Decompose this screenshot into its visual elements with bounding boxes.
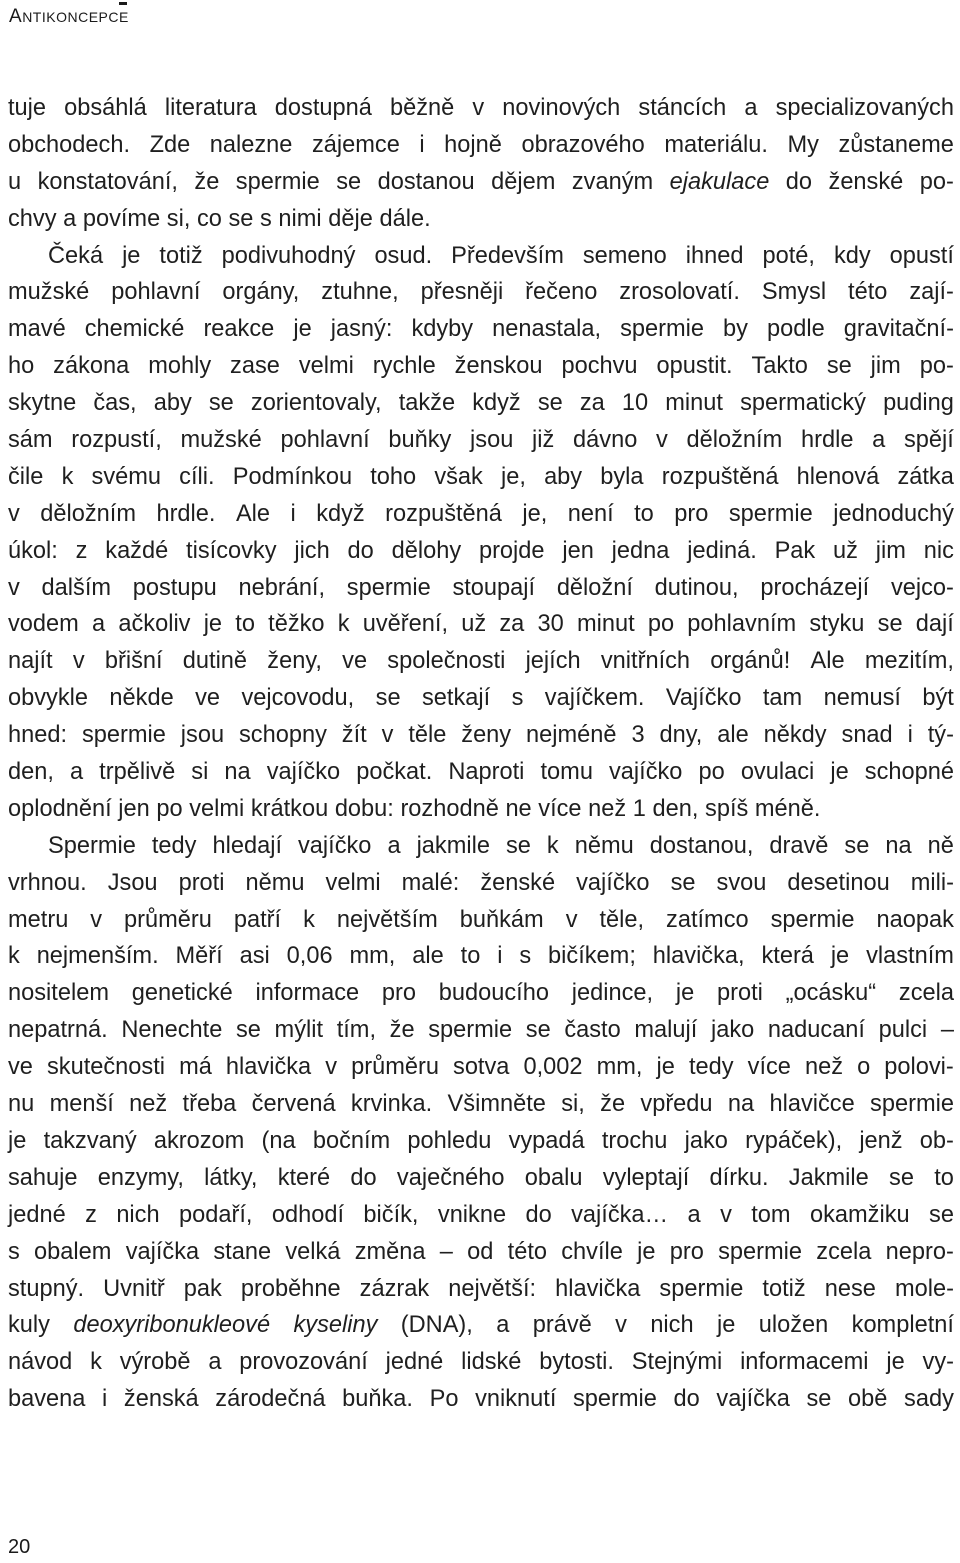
- text-line: hned: spermie jsou schopny žít v těle ženy nejméně 3 dny, ale někdy snad i tý-: [8, 722, 954, 749]
- text-line: sám rozpustí, mužské pohlavní buňky jsou již dávno v děložním hrdle a spějí: [8, 427, 954, 454]
- text-line: s obalem vajíčka stane velká změna – od této chvíle je pro spermie zcela nepro-: [8, 1238, 954, 1265]
- text-line: obchodech. Zde nalezne zájemce i hojně obrazového materiálu. My zůstaneme: [8, 131, 954, 158]
- body-text: [8, 90, 954, 1418]
- text-line: ve skutečnosti má hlavička v průměru sotva 0,002 mm, je tedy více než o polovi-: [8, 1054, 954, 1081]
- text-line: Spermie tedy hledají vajíčko a jakmile se k němu dostanou, dravě se na ně: [48, 832, 954, 859]
- text-line: Čeká je totiž podivuhodný osud. Především semeno ihned poté, kdy opustí: [48, 242, 954, 269]
- text-line: v dalším postupu nebrání, spermie stoupají děložní dutinou, procházejí vejco-: [8, 574, 954, 601]
- text-line: jedné z nich podaří, odhodí bičík, vnikne do vajíčka… a v tom okamžiku se: [8, 1201, 954, 1228]
- text-line: k nejmenším. Měří asi 0,06 mm, ale to i s bičíkem; hlavička, která je vlastním: [8, 943, 954, 970]
- text-line: je takzvaný akrozom (na bočním pohledu vypadá trochu jako rypáček), jenž ob-: [8, 1127, 954, 1154]
- text-line: sahuje enzymy, látky, které do vaječného obalu vyleptají dírku. Jakmile se to: [8, 1164, 954, 1191]
- text-line: metru v průměru patří k největším buňkám v těle, zatímco spermie naopak: [8, 906, 954, 933]
- running-header: [9, 6, 209, 28]
- text-line: chvy a povíme si, co se s nimi děje dále.: [8, 205, 431, 232]
- page-number: 20: [8, 1536, 31, 1558]
- text-line: oplodnění jen po velmi krátkou dobu: rozhodně ne více než 1 den, spíš méně.: [8, 795, 821, 822]
- text-line: u konstatování, že spermie se dostanou dějem zvaným ejakulace do ženské po-: [8, 168, 954, 195]
- text-line: obvykle někde ve vejcovodu, se setkají s vajíčkem. Vajíčko tam nemusí být: [8, 685, 954, 712]
- text-line: nositelem genetické informace pro budoucího jedince, je proti „ocásku“ zcela: [8, 980, 954, 1007]
- text-line: den, a trpělivě si na vajíčko počkat. Naproti tomu vajíčko po ovulaci je schopné: [8, 759, 954, 786]
- text-line: stupný. Uvnitř pak proběhne zázrak největší: hlavička spermie totiž nese mole-: [8, 1275, 954, 1302]
- running-title: ANTIKONCEPCE: [9, 6, 129, 27]
- text-line: bavena i ženská zárodečná buňka. Po vniknutí spermie do vajíčka se obě sady: [8, 1386, 954, 1413]
- text-line: úkol: z každé tisícovky jich do dělohy projde jen jedna jediná. Pak už jim nic: [8, 537, 954, 564]
- text-line: nepatrná. Nenechte se mýlit tím, že spermie se často malují jako naducaní pulci –: [8, 1017, 954, 1044]
- text-line: najít v břišní dutině ženy, ve společnosti jejích vnitřních orgánů! Ale mezitím,: [8, 648, 954, 675]
- text-line: návod k výrobě a provozování jedné lidské bytosti. Stejnými informacemi je vy-: [8, 1349, 954, 1376]
- text-line: v děložním hrdle. Ale i když rozpuštěná je, není to pro spermie jednoduchý: [8, 500, 954, 527]
- text-line: ho zákona mohly zase velmi rychle ženskou pochvu opustit. Takto se jim po-: [8, 353, 954, 380]
- text-line: kuly deoxyribonukleové kyseliny (DNA), a právě v nich je uložen kompletní: [8, 1312, 954, 1339]
- text-line: vrhnou. Jsou proti němu velmi malé: ženské vajíčko se svou desetinou mili-: [8, 869, 954, 896]
- text-line: nu menší než třeba červená krvinka. Všimněte si, že vpředu na hlavičce spermie: [8, 1091, 954, 1118]
- text-line: skytne čas, aby se zorientovaly, takže když se za 10 minut spermatický puding: [8, 390, 954, 417]
- text-line: vodem a ačkoliv je to těžko k uvěření, už za 30 minut po pohlavním styku se dají: [8, 611, 954, 638]
- text-line: mužské pohlavní orgány, ztuhne, přesněji řečeno zrosolovatí. Smysl této zají-: [8, 279, 954, 306]
- text-line: čile k svému cíli. Podmínkou toho však je, aby byla rozpuštěná hlenová zátka: [8, 463, 954, 490]
- text-line: tuje obsáhlá literatura dostupná běžně v novinových stáncích a specializovaných: [8, 95, 954, 121]
- header-accent-mark: [119, 2, 127, 5]
- text-line: mavé chemické reakce je jasný: kdyby nenastala, spermie by podle gravitační-: [8, 316, 954, 343]
